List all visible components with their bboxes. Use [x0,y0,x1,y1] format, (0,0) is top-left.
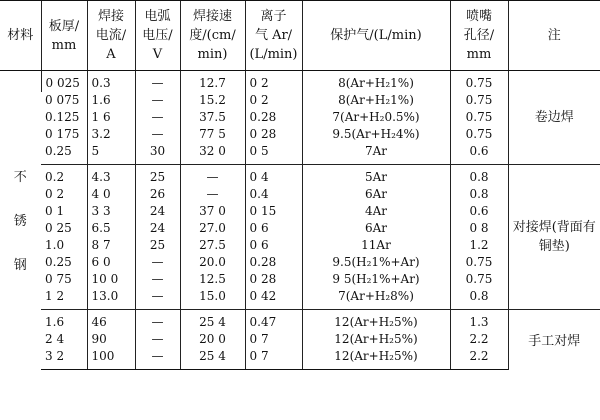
header-speed-line1: 焊接速 [192,9,232,24]
header-current-line3: A [106,47,116,62]
cell-nozzle: 0.6 [450,143,508,165]
header-speed-line2: 度/(cm/ [189,28,236,43]
cell-current: 100 [87,348,135,370]
cell-voltage: — [135,271,180,288]
cell-thickness: 0 75 [45,272,72,286]
cell-voltage: 25 [135,237,180,254]
cell-thickness: 0 1 [45,204,65,218]
table-row [0,165,600,187]
cell-nozzle: 0.75 [450,92,508,109]
cell-shield-gas: 6Ar [302,220,450,237]
header-speed-line3: min) [197,47,228,62]
cell-ion-gas: 0 6 [245,237,302,254]
cell-thickness: 0.25 [45,144,72,158]
cell-nozzle: 0.8 [450,165,508,187]
cell-ion-gas: 0 7 [245,348,302,370]
cell-nozzle: 0.8 [450,186,508,203]
header-nozzle-line1: 喷嘴 [465,9,492,24]
cell-nozzle: 1.2 [450,237,508,254]
cell-current: 1.6 [87,92,135,109]
cell-current: 13.0 [87,288,135,310]
cell-shield-gas: 12(Ar+H₂5%) [302,331,450,348]
cell-current: 3 3 [87,203,135,220]
cell-ion-gas: 0 28 [245,126,302,143]
header-current-line1: 焊接 [97,9,124,24]
cell-thickness: 0 175 [45,127,80,141]
header-speed [180,1,245,71]
header-row [0,1,600,71]
cell-current: 4 0 [87,186,135,203]
cell-nozzle: 2.2 [450,348,508,370]
table-row [0,71,600,93]
cell-nozzle: 0.75 [450,254,508,271]
cell-current: 5 [87,143,135,165]
cell-ion-gas: 0 2 [245,71,302,93]
header-current [87,1,135,71]
cell-thickness: 3 2 [41,348,87,370]
cell-ion-gas: 0 42 [245,288,302,310]
header-voltage-line2: 电压/ [142,28,173,43]
cell-shield-gas: 11Ar [302,237,450,254]
cell-voltage: — [135,310,180,332]
cell-voltage: — [135,71,180,93]
header-nozzle [450,1,508,71]
cell-voltage: 25 [135,165,180,187]
cell-speed: 20.0 [180,254,245,271]
header-nozzle-line3: mm [466,47,492,62]
cell-speed: 12.5 [180,271,245,288]
cell-thickness: 0 2 [45,187,65,201]
cell-ion-gas: 0 4 [245,165,302,187]
cell-shield-gas: 9 5(H₂1%+Ar) [302,271,450,288]
cell-speed: — [180,165,245,187]
cell-ion-gas: 0 2 [245,92,302,109]
cell-shield-gas: 8(Ar+H₂1%) [302,71,450,93]
header-ion-gas-line1: 离子 [260,9,287,24]
table-body [0,71,600,370]
header-nozzle-line2: 孔径/ [463,28,495,43]
cell-thickness: 0 25 [45,221,72,235]
header-thickness-line1: 板厚/ [48,18,80,34]
header-note: 注 [508,1,600,71]
cell-current: 6.5 [87,220,135,237]
cell-current: 4.3 [87,165,135,187]
cell-speed: 27.0 [180,220,245,237]
cell-shield-gas: 7Ar [302,143,450,165]
cell-ion-gas: 0 5 [245,143,302,165]
cell-speed: 20 0 [180,331,245,348]
cell-nozzle: 0.75 [450,109,508,126]
header-thickness-line2: mm [51,37,77,53]
cell-current: 3.2 [87,126,135,143]
cell-ion-gas: 0.28 [245,109,302,126]
cell-current: 46 [87,310,135,332]
cell-nozzle: 1.3 [450,310,508,332]
cell-voltage: 30 [135,143,180,165]
cell-voltage: — [135,254,180,271]
cell-speed: 25 4 [180,310,245,332]
cell-voltage: — [135,109,180,126]
table-row [0,310,600,332]
cell-nozzle: 0.8 [450,288,508,310]
cell-shield-gas: 9.5(Ar+H₂4%) [302,126,450,143]
cell-speed: 32 0 [180,143,245,165]
cell-ion-gas: 0 7 [245,331,302,348]
header-ion-gas [245,1,302,71]
cell-speed: 77 5 [180,126,245,143]
cell-nozzle: 0.75 [450,71,508,93]
cell-ion-gas: 0.28 [245,254,302,271]
cell-nozzle: 0 8 [450,220,508,237]
cell-thickness: 0.2 [41,165,87,187]
cell-current: 10 0 [87,271,135,288]
cell-ion-gas: 0.4 [245,186,302,203]
cell-thickness: 0 025 [41,71,87,93]
cell-thickness: 2 4 [45,332,65,346]
note-cell: 对接焊(背面有铜垫) [508,165,600,310]
cell-shield-gas: 7(Ar+H₂8%) [302,288,450,310]
header-thickness [41,1,87,71]
cell-shield-gas: 12(Ar+H₂5%) [302,348,450,370]
cell-ion-gas: 0 28 [245,271,302,288]
header-material: 材料 [0,1,41,71]
cell-current: 8 7 [87,237,135,254]
cell-shield-gas: 12(Ar+H₂5%) [302,310,450,332]
cell-voltage: 26 [135,186,180,203]
header-shield-gas: 保护气/(L/min) [302,1,450,71]
cell-ion-gas: 0 15 [245,203,302,220]
cell-shield-gas: 7(Ar+H₂0.5%) [302,109,450,126]
cell-voltage: — [135,92,180,109]
cell-nozzle: 0.75 [450,271,508,288]
cell-speed: — [180,186,245,203]
cell-current: 6 0 [87,254,135,271]
cell-voltage: — [135,126,180,143]
cell-speed: 15.2 [180,92,245,109]
cell-thickness: 0.25 [45,255,72,269]
material-char: 不 [13,170,27,186]
header-voltage [135,1,180,71]
cell-voltage: — [135,331,180,348]
cell-thickness: 0.125 [45,110,80,124]
material-cell [0,71,41,370]
cell-speed: 12.7 [180,71,245,93]
material-char: 钢 [13,258,27,274]
note-cell: 手工对焊 [508,310,600,370]
cell-shield-gas: 9.5(H₂1%+Ar) [302,254,450,271]
cell-speed: 15.0 [180,288,245,310]
cell-nozzle: 0.6 [450,203,508,220]
cell-current: 0.3 [87,71,135,93]
cell-ion-gas: 0 6 [245,220,302,237]
cell-ion-gas: 0.47 [245,310,302,332]
note-cell: 卷边焊 [508,71,600,165]
cell-thickness: 1.0 [45,238,65,252]
cell-current: 1 6 [87,109,135,126]
cell-voltage: — [135,288,180,310]
cell-shield-gas: 5Ar [302,165,450,187]
cell-nozzle: 0.75 [450,126,508,143]
cell-shield-gas: 8(Ar+H₂1%) [302,92,450,109]
header-voltage-line3: V [152,47,163,62]
cell-shield-gas: 6Ar [302,186,450,203]
cell-speed: 37 0 [180,203,245,220]
cell-voltage: 24 [135,220,180,237]
cell-nozzle: 2.2 [450,331,508,348]
material-char: 锈 [13,214,27,230]
header-ion-gas-line3: (L/min) [249,47,298,62]
cell-voltage: 24 [135,203,180,220]
cell-voltage: — [135,348,180,370]
cell-shield-gas: 4Ar [302,203,450,220]
cell-current: 90 [87,331,135,348]
header-ion-gas-line2: 气 Ar/ [254,28,293,43]
cell-speed: 25 4 [180,348,245,370]
cell-thickness: 1 2 [45,289,65,303]
header-current-line2: 电流/ [95,28,127,43]
cell-speed: 37.5 [180,109,245,126]
header-voltage-line1: 电弧 [144,9,171,24]
cell-thickness: 0 075 [45,93,80,107]
cell-thickness: 1.6 [41,310,87,332]
cell-speed: 27.5 [180,237,245,254]
